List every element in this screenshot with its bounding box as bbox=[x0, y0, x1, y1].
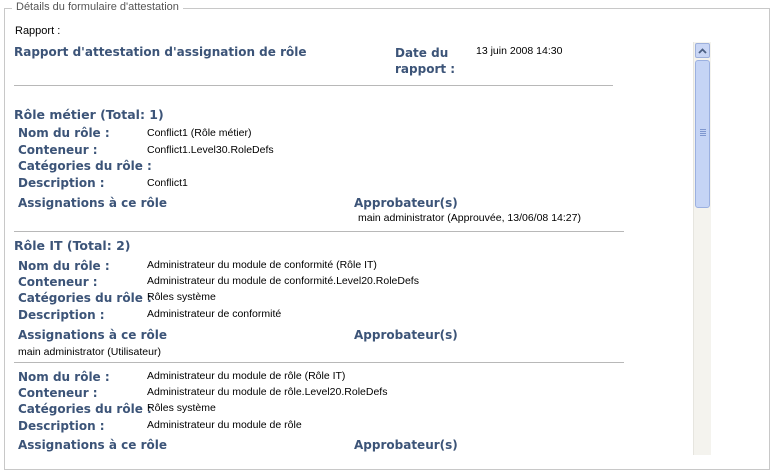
assignments-label: Assignations à ce rôle bbox=[18, 196, 167, 210]
report-label: Rapport : bbox=[15, 25, 61, 37]
divider bbox=[14, 362, 624, 363]
role-name-label: Nom du rôle : bbox=[18, 259, 110, 273]
chevron-up-icon bbox=[698, 48, 707, 54]
role-categories-label: Catégories du rôle : bbox=[18, 402, 152, 416]
report-date-label-line1: Date du bbox=[395, 46, 449, 60]
assignments-label: Assignations à ce rôle bbox=[18, 438, 167, 452]
approver-value: main administrator (Approuvée, 13/06/08 14:27) bbox=[358, 212, 581, 224]
role-description-value: Conflict1 bbox=[147, 177, 188, 189]
role-container-value: Administrateur du module de rôle.Level20.RoleDefs bbox=[147, 386, 388, 398]
role-name-value: Administrateur du module de rôle (Rôle IT) bbox=[147, 370, 346, 382]
it-role-section-title: Rôle IT (Total: 2) bbox=[14, 238, 131, 253]
report-date-label-line2: rapport : bbox=[395, 62, 456, 76]
role-container-value: Conflict1.Level30.RoleDefs bbox=[147, 144, 274, 156]
role-categories-value: Rôles système bbox=[147, 402, 216, 414]
role-container-label: Conteneur : bbox=[18, 386, 98, 400]
role-name-value: Conflict1 (Rôle métier) bbox=[147, 127, 252, 139]
approvers-label: Approbateur(s) bbox=[354, 438, 458, 452]
role-description-label: Description : bbox=[18, 176, 105, 190]
divider bbox=[14, 231, 624, 232]
approvers-label: Approbateur(s) bbox=[354, 328, 458, 342]
divider bbox=[14, 85, 613, 86]
scroll-up-button[interactable] bbox=[695, 43, 710, 58]
role-categories-label: Catégories du rôle : bbox=[18, 291, 152, 305]
role-container-label: Conteneur : bbox=[18, 275, 98, 289]
vertical-scrollbar[interactable] bbox=[693, 42, 711, 455]
assignments-label: Assignations à ce rôle bbox=[18, 328, 167, 342]
fieldset-legend: Détails du formulaire d'attestation bbox=[12, 1, 183, 13]
role-name-label: Nom du rôle : bbox=[18, 370, 110, 384]
role-name-value: Administrateur du module de conformité (Rôle IT) bbox=[147, 259, 377, 271]
role-name-label: Nom du rôle : bbox=[18, 126, 110, 140]
approvers-label: Approbateur(s) bbox=[354, 196, 458, 210]
scroll-thumb[interactable] bbox=[695, 60, 710, 208]
role-description-value: Administrateur du module de rôle bbox=[147, 419, 302, 431]
role-categories-value: Rôles système bbox=[147, 291, 216, 303]
role-description-value: Administrateur de conformité bbox=[147, 308, 282, 320]
role-description-label: Description : bbox=[18, 419, 105, 433]
role-categories-label: Catégories du rôle : bbox=[18, 159, 152, 173]
business-role-section-title: Rôle métier (Total: 1) bbox=[14, 107, 164, 122]
role-container-label: Conteneur : bbox=[18, 143, 98, 157]
report-date-value: 13 juin 2008 14:30 bbox=[476, 45, 563, 57]
scroll-grip-icon bbox=[700, 129, 706, 137]
role-container-value: Administrateur du module de conformité.Level20.RoleDefs bbox=[147, 275, 419, 287]
report-title: Rapport d'attestation d'assignation de rôle bbox=[14, 45, 307, 59]
role-description-label: Description : bbox=[18, 308, 105, 322]
report-date-label bbox=[395, 45, 455, 77]
assignment-value: main administrator (Utilisateur) bbox=[18, 346, 161, 358]
